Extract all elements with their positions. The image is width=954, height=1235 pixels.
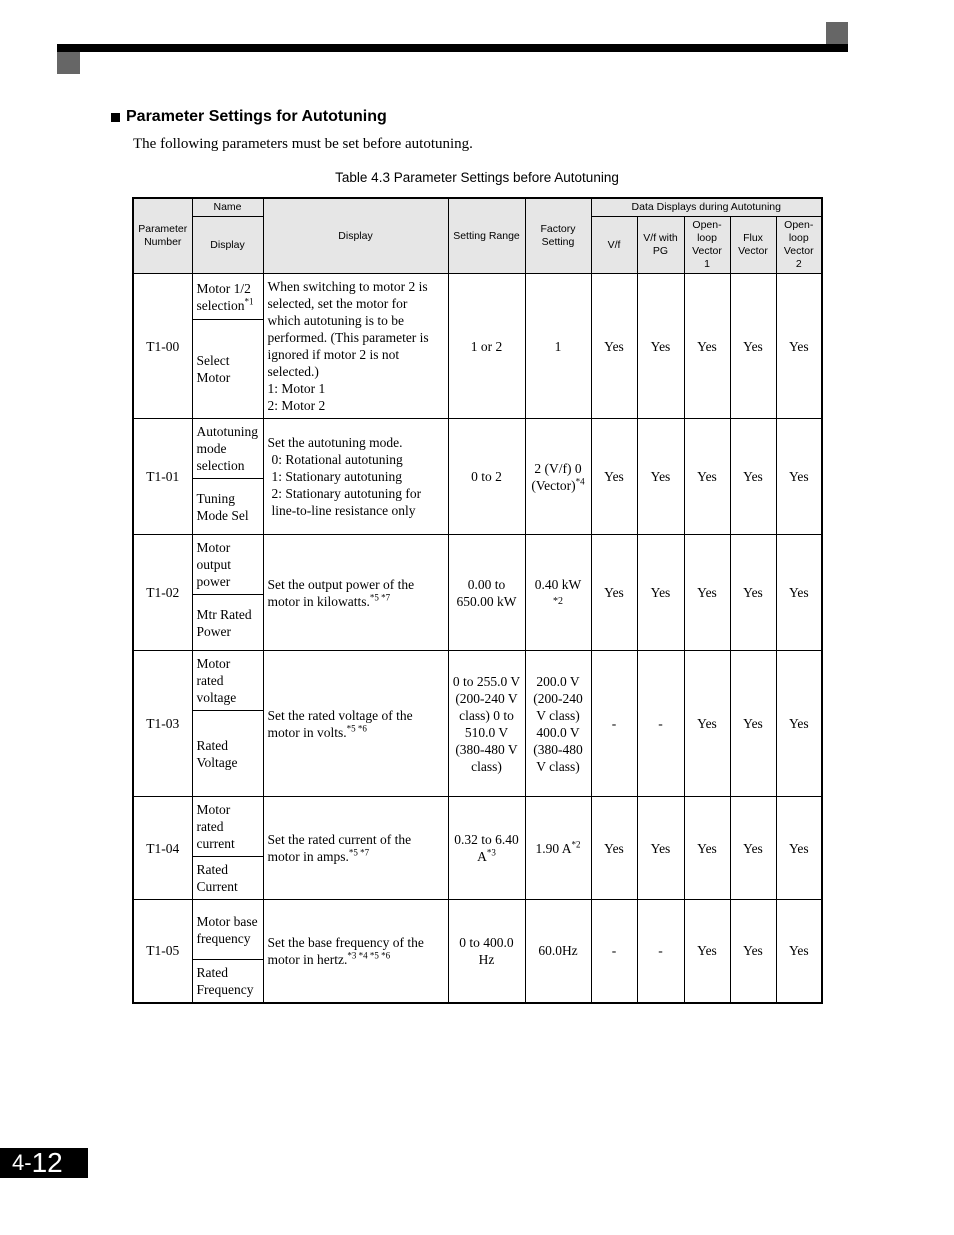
header-corner-block (826, 22, 848, 44)
mode-value: Yes (637, 535, 684, 651)
table-row (133, 535, 822, 595)
square-bullet-icon (111, 113, 120, 122)
mode-value: Yes (730, 797, 776, 900)
param-number: T1-04 (133, 797, 192, 900)
mode-value: Yes (684, 900, 730, 1003)
param-description: Set the autotuning mode. 0: Rotational autotuning 1: Stationary autotuning 2: Stationary autotuning for line-to-line resistance only (263, 419, 448, 535)
mode-value: Yes (684, 535, 730, 651)
param-number: T1-01 (133, 419, 192, 535)
mode-value: Yes (684, 797, 730, 900)
param-description: Set the rated current of the motor in amps.$^{*5 *7}$ (263, 797, 448, 900)
param-number: T1-02 (133, 535, 192, 651)
mode-value: Yes (776, 651, 822, 797)
param-display-name: Mtr Rated Power (192, 595, 263, 651)
chapter-number: 4 (12, 1150, 25, 1175)
mode-value: Yes (776, 797, 822, 900)
page-number-tab (0, 1148, 88, 1178)
header-mode-vf: V/f (591, 217, 637, 274)
table-row (133, 274, 822, 320)
mode-value: - (637, 900, 684, 1003)
mode-value: Yes (684, 651, 730, 797)
section-title-text: Parameter Settings for Autotuning (126, 108, 387, 125)
table-row (133, 797, 822, 857)
mode-value: Yes (591, 274, 637, 419)
factory-setting: 200.0 V (200-240 V class) 400.0 V (380-480 V class) (525, 651, 591, 797)
setting-range: 0 to 2 (448, 419, 525, 535)
mode-value: Yes (591, 797, 637, 900)
setting-range: 1 or 2 (448, 274, 525, 419)
mode-value: Yes (684, 419, 730, 535)
param-number: T1-03 (133, 651, 192, 797)
param-description: Set the base frequency of the motor in hertz.$^{*3 *4 *5 *6}$ (263, 900, 448, 1003)
setting-range: 0 to 255.0 V (200-240 V class) 0 to 510.0 V (380-480 V class) (448, 651, 525, 797)
mode-value: Yes (730, 651, 776, 797)
mode-value: Yes (730, 274, 776, 419)
param-name: Motor 1/2 selection$^{*1}$ (192, 274, 263, 320)
mode-value: - (637, 651, 684, 797)
param-name: Autotuning mode selection (192, 419, 263, 479)
param-description: When switching to motor 2 is selected, set the motor for which autotuning is to be performed. (This parameter is ignored if motor 2 is not selected.) 1: Motor 1 2: Motor 2 (263, 274, 448, 419)
param-name: Motor base frequency (192, 900, 263, 960)
param-display-name: Tuning Mode Sel (192, 479, 263, 535)
mode-value: - (591, 900, 637, 1003)
section-heading (111, 108, 387, 126)
mode-value: Yes (776, 900, 822, 1003)
mode-value: Yes (776, 535, 822, 651)
header-mode-olv2: Open-loop Vector 2 (776, 217, 822, 274)
header-mode-flux-vector: Flux Vector (730, 217, 776, 274)
setting-range: 0 to 400.0 Hz (448, 900, 525, 1003)
table-row (133, 419, 822, 479)
mode-value: Yes (637, 274, 684, 419)
header-name: Name (192, 198, 263, 217)
param-name: Motor rated voltage (192, 651, 263, 711)
mode-value: Yes (730, 900, 776, 1003)
param-name: Motor output power (192, 535, 263, 595)
parameter-table (132, 197, 823, 1004)
setting-range: 0.00 to 650.00 kW (448, 535, 525, 651)
factory-setting: 1 (525, 274, 591, 419)
header-data-displays: Data Displays during Autotuning (591, 198, 822, 217)
header-corner-block-left (57, 52, 80, 74)
mode-value: Yes (684, 274, 730, 419)
table-header (133, 198, 822, 274)
param-number: T1-05 (133, 900, 192, 1003)
table-caption: Table 4.3 Parameter Settings before Autotuning (335, 170, 619, 185)
factory-setting: 60.0Hz (525, 900, 591, 1003)
table-row (133, 651, 822, 711)
mode-value: Yes (730, 419, 776, 535)
table-row (133, 900, 822, 960)
mode-value: Yes (776, 274, 822, 419)
param-description: Set the rated voltage of the motor in volts.$^{*5 *6}$ (263, 651, 448, 797)
factory-setting: 0.40 kW *2 (525, 535, 591, 651)
mode-value: Yes (776, 419, 822, 535)
page-separator: - (24, 1150, 32, 1175)
mode-value: Yes (591, 535, 637, 651)
page-number: 12 (31, 1147, 63, 1178)
param-display-name: Rated Voltage (192, 711, 263, 797)
param-display-name: Select Motor (192, 320, 263, 419)
param-description: Set the output power of the motor in kilowatts.$^{*5 *7}$ (263, 535, 448, 651)
header-factory-setting: Factory Setting (525, 198, 591, 274)
header-mode-vf-pg: V/f with PG (637, 217, 684, 274)
setting-range: 0.32 to 6.40 $A^{*3}$ (448, 797, 525, 900)
factory-setting: 2 (V/f) 0 (Vector)$^{*4}$ (525, 419, 591, 535)
param-display-name: Rated Current (192, 857, 263, 900)
mode-value: - (591, 651, 637, 797)
header-rule (57, 44, 848, 52)
header-setting-range: Setting Range (448, 198, 525, 274)
header-display: Display (263, 198, 448, 274)
mode-value: Yes (637, 797, 684, 900)
intro-text: The following parameters must be set before autotuning. (133, 136, 473, 152)
header-mode-olv1: Open-loop Vector 1 (684, 217, 730, 274)
header-display-sub: Display (192, 217, 263, 274)
mode-value: Yes (637, 419, 684, 535)
mode-value: Yes (730, 535, 776, 651)
mode-value: Yes (591, 419, 637, 535)
param-display-name: Rated Frequency (192, 960, 263, 1003)
param-number: T1-00 (133, 274, 192, 419)
header-parameter-number: Parameter Number (133, 198, 192, 274)
factory-setting: 1.90 $A^{*2}$ (525, 797, 591, 900)
param-name: Motor rated current (192, 797, 263, 857)
